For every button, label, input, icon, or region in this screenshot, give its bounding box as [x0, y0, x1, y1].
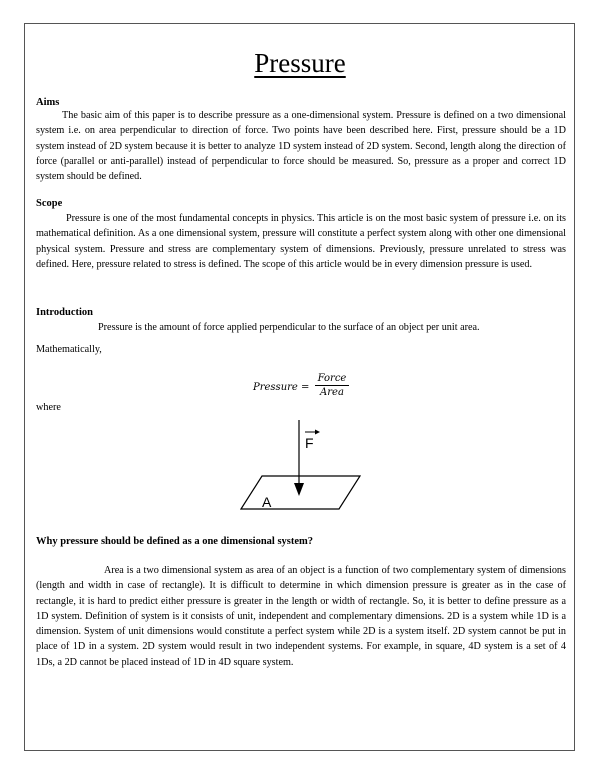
where-label: where — [36, 402, 61, 413]
force-label: F — [305, 435, 314, 451]
introduction-heading: Introduction — [36, 307, 93, 318]
why-heading: Why pressure should be defined as a one dimensional system? — [36, 536, 314, 547]
formula-denominator: Area — [320, 387, 344, 398]
area-label: A — [262, 494, 272, 510]
formula-lhs: Pressure = — [253, 382, 310, 393]
scope-heading: Scope — [36, 198, 63, 209]
page-title: Pressure — [254, 48, 346, 78]
area-parallelogram — [241, 476, 360, 509]
scope-paragraph: Pressure is one of the most fundamental concepts in physics. This article is on the most basic system of pressure i.e. on its mathematical definition. As a one dimensional system, pressure will constitute a perfect system along with other one dimensional physical system. Pressure and stress are complementary system of dimensions. Previously, pressure unrelated to stress was defined. Here, pressure related to stress is defined. The scope of this article would be in every dimension pressure is used. — [36, 213, 566, 270]
force-arrowhead — [294, 483, 304, 496]
formula-numerator: Force — [315, 373, 349, 386]
introduction-paragraph: Pressure is the amount of force applied perpendicular to the surface of an object per unit area. — [98, 322, 480, 333]
mathematically-label: Mathematically, — [36, 344, 102, 355]
aims-heading: Aims — [36, 97, 60, 108]
aims-paragraph: The basic aim of this paper is to describe pressure as a one-dimensional system. Pressure is defined on a two dimensional system i.e. on area perpendicular to direction of force. Two points have been described here. First, pressure should be a 1D system instead of 2D system because it is better to analyze 1D system instead of 2D system. Second, length along the direction of force (parallel or anti-parallel) instead of perpendicular to force should be measured. So, pressure as a proper and correct 1D system should be defined. — [36, 110, 566, 183]
why-paragraph: Area is a two dimensional system as area of an object is a function of two complementary system of dimensions (length and width in case of rectangle). It is difficult to determine in which dimension pressure is greater as in the case of rectangle, it is hard to predict either pressure is greater in the length or width of rectangle. So, it is better to define pressure as a 1D system. Definition of system is it consists of unit, independent and complementary dimensions. 2D is a system while 1D is a dimension. System of unit dimensions would constitute a perfect system while 2D is a system itself. 2D system cannot be put in place of 1D in a system. 2D system would result in two independent systems. For example, in square, 4D system is a set of 4 1Ds, a 2D cannot be placed instead of 1D in 4D square system. — [36, 565, 566, 668]
formula-fraction — [315, 373, 349, 398]
force-area-figure — [238, 420, 368, 515]
vector-bar-head — [315, 430, 320, 435]
